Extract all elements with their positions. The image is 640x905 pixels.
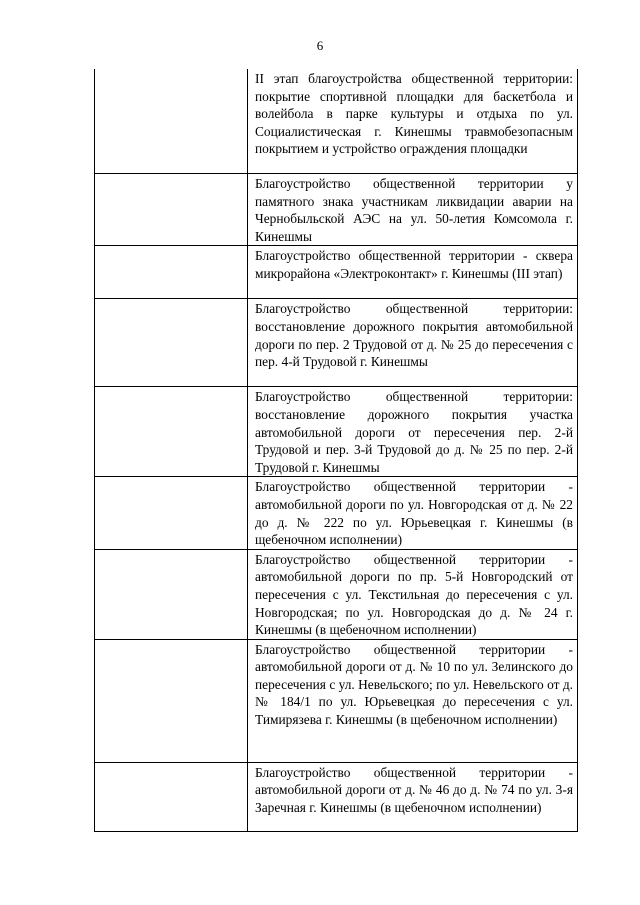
empty-cell: [95, 174, 248, 246]
description-cell: Благоустройство общественной территории: восстановление дорожного покрытия участка автомобильной дороги от пересечения пер. 2-й Трудовой и пер. 3-й Трудовой до д. № 25 по пер. 2-й Трудовой г. Кинешмы: [248, 387, 578, 477]
description-cell: Благоустройство общественной территории у памятного знака участникам ликвидации аварии на Чернобыльской АЭС на ул. 50-летия Комсомола г. Кинешмы: [248, 174, 578, 246]
table-row: [95, 549, 578, 639]
description-cell: Благоустройство общественной территории - автомобильной дороги по пр. 5-й Новгородский от пересечения с ул. Текстильная до пересечения с ул. Новгородская; по ул. Новгородская до д. № 24 г. Кинешмы (в щебеночном исполнении): [248, 549, 578, 639]
table-row: [95, 387, 578, 477]
table-row: [95, 69, 578, 174]
description-cell: Благоустройство общественной территории - сквера микрорайона «Электроконтакт» г. Кинешмы (III этап): [248, 246, 578, 299]
table-row: [95, 762, 578, 831]
empty-cell: [95, 477, 248, 549]
empty-cell: [95, 246, 248, 299]
table-row: [95, 299, 578, 387]
empty-cell: [95, 299, 248, 387]
description-cell: Благоустройство общественной территории: восстановление дорожного покрытия автомобильной дороги по пер. 2 Трудовой от д. № 25 до пересечения с пер. 4-й Трудовой г. Кинешмы: [248, 299, 578, 387]
description-cell: Благоустройство общественной территории - автомобильной дороги по ул. Новгородская от д. № 22 до д. № 222 по ул. Юрьевецкая г. Кинешмы (в щебеночном исполнении): [248, 477, 578, 549]
improvement-table: [94, 69, 578, 832]
description-cell: Благоустройство общественной территории - автомобильной дороги от д. № 10 по ул. Зелинского до пересечения с ул. Невельского; по ул. Невельского от д. № 184/1 по ул. Юрьевецкая до пересечения с ул. Тимирязева г. Кинешмы (в щебеночном исполнении): [248, 639, 578, 762]
empty-cell: [95, 549, 248, 639]
empty-cell: [95, 69, 248, 174]
table-row: [95, 174, 578, 246]
description-cell: II этап благоустройства общественной территории: покрытие спортивной площадки для баскетбола и волейбола в парке культуры и отдыха по ул. Социалистическая г. Кинешмы травмобезопасным покрытием и устройство ограждения площадки: [248, 69, 578, 174]
table-row: [95, 246, 578, 299]
table-row: [95, 477, 578, 549]
empty-cell: [95, 762, 248, 831]
empty-cell: [95, 639, 248, 762]
empty-cell: [95, 387, 248, 477]
table-row: [95, 639, 578, 762]
description-cell: Благоустройство общественной территории - автомобильной дороги от д. № 46 до д. № 74 по ул. 3-я Заречная г. Кинешмы (в щебеночном исполнении): [248, 762, 578, 831]
page-number: 6: [316, 38, 324, 53]
